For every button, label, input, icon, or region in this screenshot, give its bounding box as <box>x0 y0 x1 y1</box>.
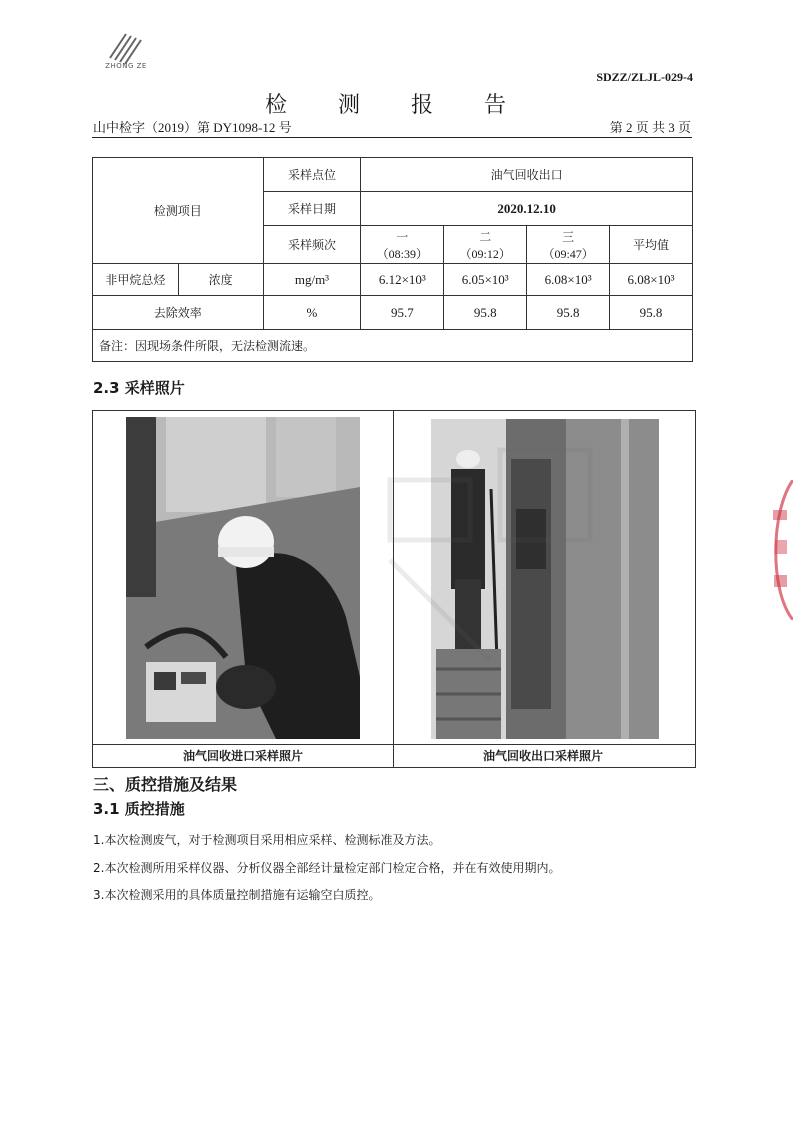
section-2-3-heading: 2.3 采样照片 <box>93 379 185 397</box>
watermark <box>330 420 630 720</box>
photo-caption: 油气回收出口采样照片 <box>482 749 603 763</box>
results-table <box>92 157 693 362</box>
page-title: 检 测 报 告 <box>265 93 528 118</box>
value-cell: 6.08×10³ <box>610 264 693 296</box>
section-3-1-heading: 3.1 质控措施 <box>93 800 185 818</box>
freq-num: 二 <box>479 229 492 244</box>
report-number: 山中检字（2019）第 DY1098-12 号 <box>93 120 292 135</box>
value-cell: 6.12×10³ <box>361 264 444 296</box>
efficiency-label: 去除效率 <box>93 296 264 330</box>
value-cell: 95.7 <box>361 296 444 330</box>
freq-time: （09:47） <box>542 246 594 261</box>
page-info: 第 2 页 共 3 页 <box>609 120 691 135</box>
sample-date-label: 采样日期 <box>263 192 361 226</box>
freq-cell <box>527 226 610 264</box>
value-cell: 95.8 <box>610 296 693 330</box>
sample-point-label: 采样点位 <box>263 158 361 192</box>
freq-num: 一 <box>396 229 409 244</box>
seal-stamp-fragment <box>765 480 793 620</box>
qc-item: 2.本次检测所用采样仪器、分析仪器全部经计量检定部门检定合格，并在有效使用期内。 <box>93 861 561 875</box>
avg-label: 平均值 <box>610 226 693 264</box>
doc-code: SDZZ/ZLJL-029-4 <box>596 70 693 84</box>
freq-label: 采样频次 <box>263 226 361 264</box>
caption-rule <box>93 744 695 745</box>
freq-cell <box>361 226 444 264</box>
section-3-heading: 三、质控措施及结果 <box>93 775 238 794</box>
value-cell: 6.05×10³ <box>444 264 527 296</box>
freq-time: （09:12） <box>459 246 511 261</box>
table-note: 备注：因现场条件所限，无法检测流速。 <box>93 330 693 362</box>
header-rule <box>92 137 692 138</box>
photo-caption: 油气回收进口采样照片 <box>182 749 303 763</box>
freq-time: （08:39） <box>376 246 428 261</box>
value-cell: 95.8 <box>527 296 610 330</box>
param-name: 浓度 <box>178 264 263 296</box>
pollutant-name: 非甲烷总烃 <box>93 264 179 296</box>
logo-text: ZHONG ZE <box>105 62 147 70</box>
inlet-sampling-photo <box>126 417 360 739</box>
item-header: 检测项目 <box>93 158 264 264</box>
sample-point-value: 油气回收出口 <box>361 158 693 192</box>
freq-cell <box>444 226 527 264</box>
sample-date-value: 2020.12.10 <box>361 192 693 226</box>
value-cell: 6.08×10³ <box>527 264 610 296</box>
qc-item: 3.本次检测采用的具体质量控制措施有运输空白质控。 <box>93 888 381 902</box>
value-cell: 95.8 <box>444 296 527 330</box>
unit-cell: mg/m³ <box>263 264 361 296</box>
qc-item: 1.本次检测废气，对于检测项目采用相应采样、检测标准及方法。 <box>93 833 441 847</box>
unit-cell: % <box>263 296 361 330</box>
freq-num: 三 <box>562 229 575 244</box>
